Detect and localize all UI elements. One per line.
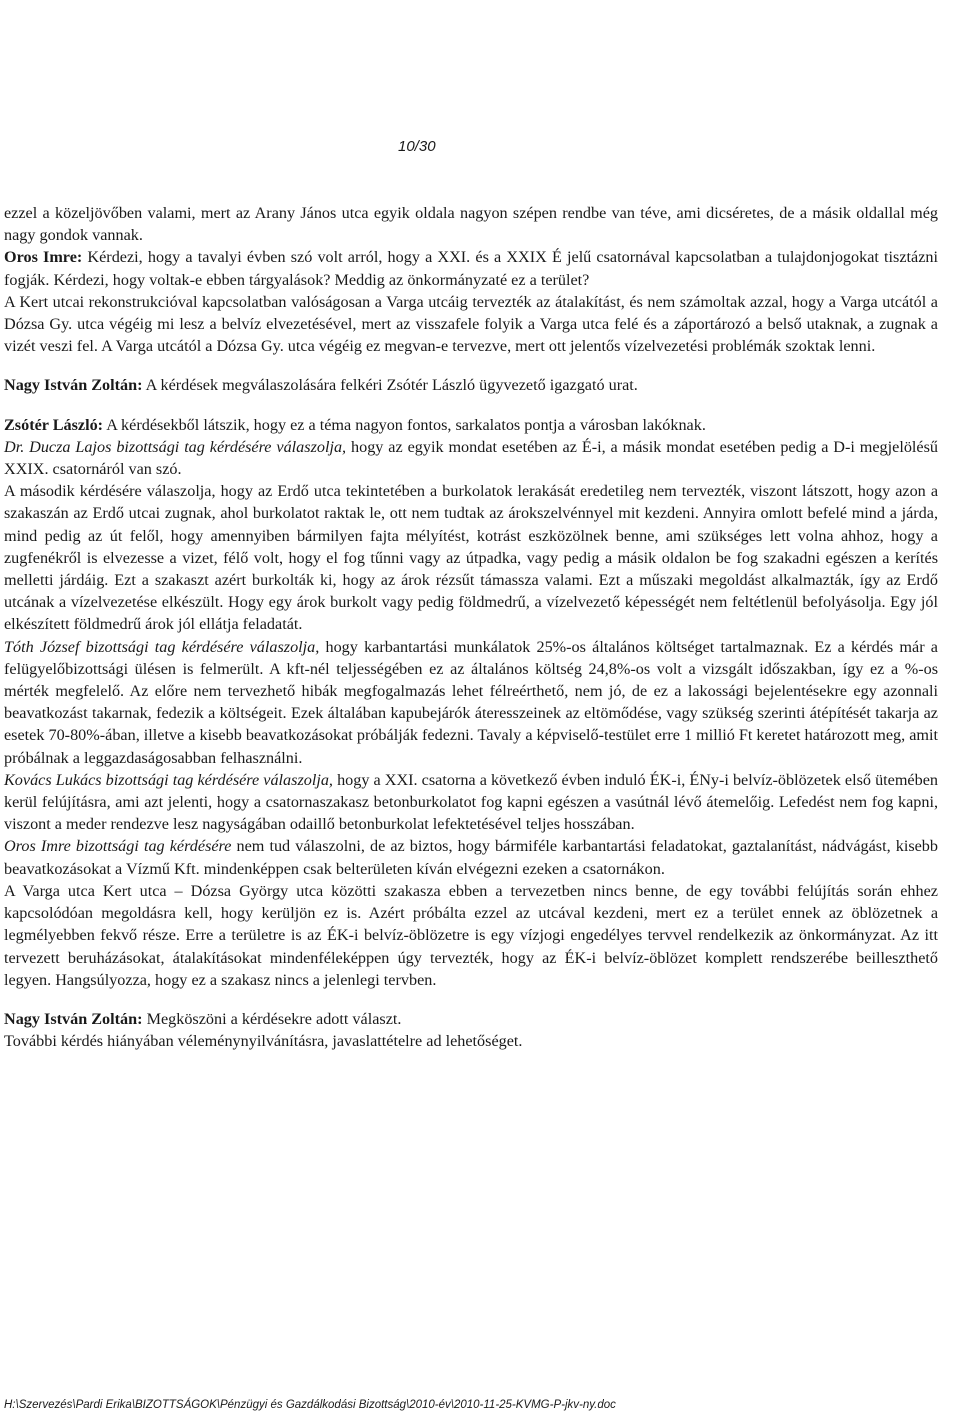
footer-file-path: H:\Szervezés\Pardi Erika\BIZOTTSÁGOK\Pénzügyi és Gazdálkodási Bizottság\2010-év\2010-11-25-KVMG-P-jkv-ny.doc [4,1399,616,1411]
paragraph-text: nem tud válaszolni, de az biztos, hogy bármiféle karbantartási feladatokat, gaztalanítást, nádvágást, kisebb beavatkozásokat a Vízmű Kft. mindenképpen csak belterületen kíván elvégezni ezeken a csatornákon. [4,837,938,878]
paragraph-text: A kérdésekből látszik, hogy ez a téma nagyon fontos, sarkalatos pontja a városban lakóknak. [103,415,706,434]
paragraph [4,480,938,635]
paragraph [4,880,938,991]
speaker-name: Zsótér László: [4,415,104,434]
paragraph-text: Megköszöni a kérdésekre adott választ. [142,1009,402,1028]
speaker-name: Nagy István Zoltán: [4,376,143,395]
paragraph [4,202,938,246]
page-number: 10/30 [398,138,436,155]
paragraph [4,1008,938,1030]
question-reference: Tóth József bizottsági tag kérdésére válaszolja, [4,637,320,656]
paragraph-text: A kérdések megválaszolására felkéri Zsótér László ügyvezető igazgató urat. [142,376,638,395]
question-reference: Dr. Ducza Lajos bizottsági tag kérdésére válaszolja, [4,437,347,456]
paragraph [4,769,938,836]
paragraph [4,291,938,358]
speaker-name: Oros Imre: [4,248,83,267]
paragraph-text: hogy a XXI. csatorna a következő évben induló ÉK-i, ÉNy-i belvíz-öblözetek első ütemében kerül felújításra, ami azt jelenti, hogy a csatornaszakasz betonburkolatot fog kapni egészen a vasútnál lévő átemelőig. Lefedést nem fog kapni, viszont a meder rendezve lesz nagyságában odaillő betonburkolat lefektetésével teljes hosszában. [4,770,938,834]
paragraph [4,414,938,436]
paragraph [4,436,938,480]
paragraph-text: hogy az egyik mondat esetében az É-i, a másik mondat esetében pedig a D-i megjelölésű XXIX. csatornáról van szó. [4,437,938,479]
paragraph-text: ezzel a közeljövőben valami, mert az Arany János utca egyik oldala nagyon szépen rendbe van téve, ami dicséretes, de a másik oldallal még nagy gondok vannak. [4,204,938,245]
paragraph-text: A Kert utcai rekonstrukcióval kapcsolatban valóságosan a Varga utcáig tervezték az átalakítást, és nem számoltak azzal, hogy a Varga utcától a Dózsa Gy. utca végéig mi lesz a belvíz elvezetésével, mert az visszafele folyik a Varga utca felé és a záportározó a belső utaknak, a zugnak a vizét veszi fel. A Varga utcától a Dózsa Gy. utca végéig ez megvan-e tervezve, mert ott jelentős vízelvezetési problémák szoktak lenni. [4,292,938,356]
paragraph [4,246,938,290]
question-reference: Kovács Lukács bizottsági tag kérdésére válaszolja, [4,770,333,789]
paragraph-text: További kérdés hiányában véleménynyilvánításra, javaslattételre ad lehetőséget. [4,1032,523,1051]
question-reference: Oros Imre bizottsági tag kérdésére [4,837,232,856]
paragraph [4,835,938,879]
speaker-name: Nagy István Zoltán: [4,1009,143,1028]
paragraph-text: A második kérdésére válaszolja, hogy az Erdő utca tekintetében a burkolatok lerakását eredetileg nem tervezték, viszont látszott, hogy azon a szakaszán az Erdő utcai zugnak, ahol burkolatot raktak le, ott nem tudtak az árokszelvénnyel mit kezdeni. Annyira omlott befelé mind a járda, mind pedig az út felől, hogy amennyiben bármilyen fajta mélyítést, kotrást eszközölnek benne, ami szükséges lett volna ahhoz, hogy a zugfenékről is elvezesse a vizet, félő volt, hogy el fog tűnni vagy az útpadka, vagy pedig a másik oldalon be fog szakadni egészen a kerítés melletti járdáig. Ezt a szakaszt azért burkolták ki, hogy az árok rézsűt támassza valami. Ezt a műszaki megoldást alkalmazták, így az Erdő utcának a vízelvezetése elkészült. Hogy egy árok burkolt vagy pedig földmedrű, a vízelvezető képességét nem feltétlenül befolyásolja. Egy jól elkészített földmedrű árok jól ellátja feladatát. [4,482,938,634]
paragraph [4,374,938,396]
paragraph-text: A Varga utca Kert utca – Dózsa György utca közötti szakasza ebben a tervezetben nincs benne, de egy további felújítás során ehhez kapcsolódóan megoldásra kell, hogy kerüljön ez is. Azért próbálta ezzel az utcával kezdeni, mert ez a terület ennek az öblözetnek a legmélyebben fekvő része. Erre a területre is az ÉK-i belvíz-öblözetre is egy vízjogi engedélyes tervvel rendelkezik az önkormányzat. Az itt tervezett beruházásokat, átalakításokat mindenféleképpen úgy tervezték, hogy az ÉK-i belvíz-öblözet komplett rendszerébe beilleszthető legyen. Hangsúlyozza, hogy ez a szakasz nincs a jelenlegi tervben. [4,881,938,989]
paragraph-text: hogy karbantartási munkálatok 25%-os általános költséget tartalmaznak. Ez a kérdés már a felügyelőbizottsági ülésen is felmerült. A kft-nél teljességében ez az általános költség 24,8%-os volt a vizsgált időszakban, így ez a %-os mérték megfelelő. Az előre nem tervezhető hibák megfogalmazás lehet félreérthető, nem jó, de ez a lakossági bejelentésekre egy azonnali beavatkozást takarnak, fedezik a költségeit. Ezek általában kapubejárók áteresszeinek az eltömődése, vagy szükség szerinti átépítését takarja az esetek 70-80%-ában, illetve a kisebb beavatkozásokat próbálják fedezni. Tavaly a képviselő-testület erre 1 millió Ft keretet határozott meg, amit próbálnak a leggazdaságosabban felhasználni. [4,637,938,767]
paragraph [4,636,938,769]
document-body [4,202,938,1052]
paragraph-text: Kérdezi, hogy a tavalyi évben szó volt arról, hogy a XXI. és a XXIX É jelű csatornával kapcsolatban a tulajdonjogokat tisztázni fogják. Kérdezi, hogy voltak-e ebben tárgyalások? Meddig az önkormányzaté ez a terület? [4,248,938,289]
paragraph [4,1030,938,1052]
